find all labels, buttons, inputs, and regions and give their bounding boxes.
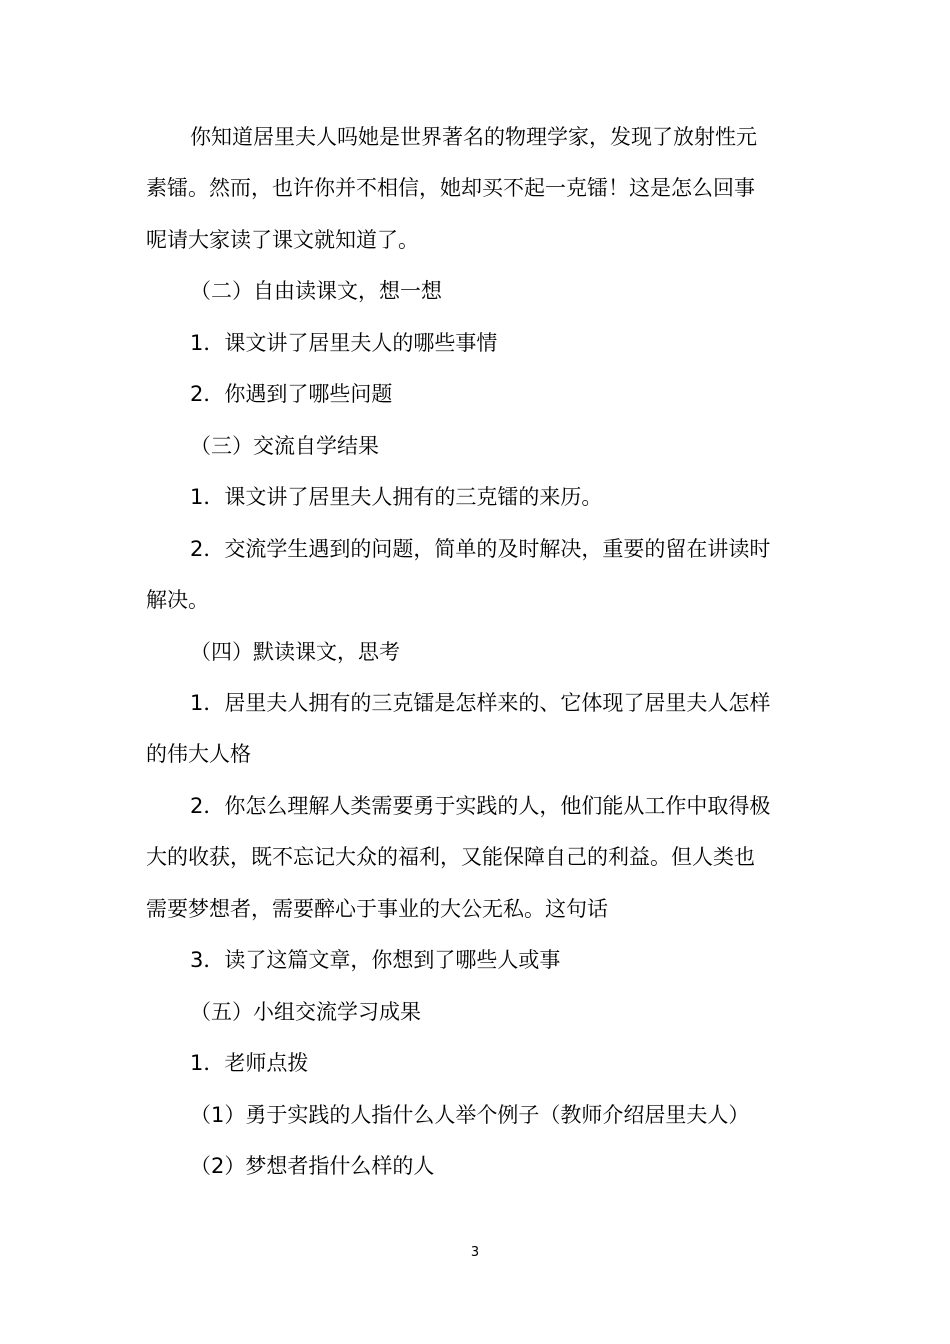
paragraph-line: 呢请大家读了课文就知道了。 — [146, 228, 419, 252]
list-item: 2．交流学生遇到的问题，简单的及时解决，重要的留在讲读时 — [190, 537, 771, 561]
list-item: （2）梦想者指什么样的人 — [190, 1154, 435, 1178]
section-heading: （三）交流自学结果 — [190, 434, 379, 458]
page-number: 3 — [470, 1245, 480, 1260]
section-heading: （二）自由读课文，想一想 — [190, 279, 442, 303]
section-heading: （四）默读课文，思考 — [190, 640, 400, 664]
paragraph-line: 大的收获，既不忘记大众的福利，又能保障自己的利益。但人类也 — [146, 845, 755, 869]
paragraph-line: 需要梦想者，需要醉心于事业的大公无私。这句话 — [146, 897, 608, 921]
list-item: 2．你怎么理解人类需要勇于实践的人，他们能从工作中取得极 — [190, 794, 771, 818]
list-item: 1．课文讲了居里夫人拥有的三克镭的来历。 — [190, 485, 603, 509]
list-item: 1．课文讲了居里夫人的哪些事情 — [190, 331, 498, 355]
paragraph-line: 的伟大人格 — [146, 742, 251, 766]
list-item: 3．读了这篇文章，你想到了哪些人或事 — [190, 948, 561, 972]
paragraph-line: 素镭。然而，也许你并不相信，她却买不起一克镭！这是怎么回事 — [146, 176, 755, 200]
section-heading: （五）小组交流学习成果 — [190, 1000, 421, 1024]
list-item: 2．你遇到了哪些问题 — [190, 382, 393, 406]
list-item: 1．居里夫人拥有的三克镭是怎样来的、它体现了居里夫人怎样 — [190, 691, 771, 715]
paragraph-line: 你知道居里夫人吗她是世界著名的物理学家，发现了放射性元 — [190, 125, 757, 149]
paragraph-line: 解决。 — [146, 588, 209, 612]
list-item: 1．老师点拨 — [190, 1051, 309, 1075]
list-item: （1）勇于实践的人指什么人举个例子（教师介绍居里夫人） — [190, 1103, 750, 1127]
